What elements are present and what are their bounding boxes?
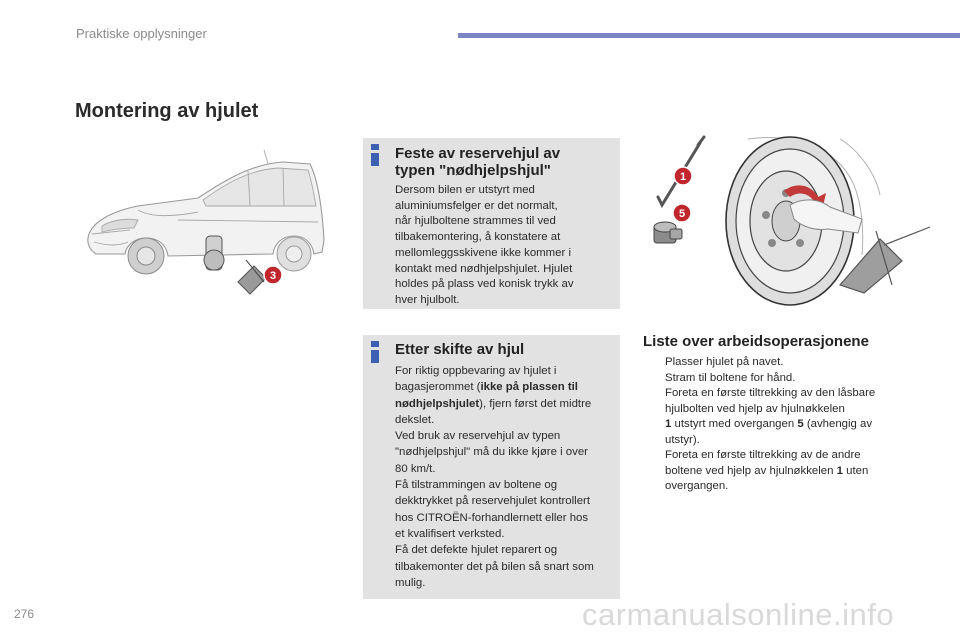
operations-list-title: Liste over arbeidsoperasjonene [643,333,869,350]
list-item: Plasser hjulet på navet. [665,356,784,368]
info-icon [371,341,379,363]
car-illustration [78,150,338,300]
callout-1-label: 1 [679,171,687,183]
info-box-after-wheel-change [363,335,620,599]
bolt-adapter [654,222,682,243]
callout-3 [263,265,283,285]
header-accent-bar [458,33,960,38]
list-item: Foreta en første tiltrekking av den låsbare hjulbolten ved hjelp av hjulnøkkelen 1 utstyrt med overgangen 5 (avhengig av utstyr). [665,387,876,446]
front-wheel [128,238,164,274]
box1-title-line1: Feste av reservehjul av [395,145,561,162]
watermark-text: carmanualsonline.info [582,597,895,632]
page-title: Montering av hjulet [75,100,259,122]
callout-5-label: 5 [678,208,686,220]
box1-text: Dersom bilen er utstyrt med aluminiumsfelger er det normalt, når hjulboltene strammes til ved tilbakemontering, å konstatere at mellomleggsskivene ikke kommer i kontakt med nødhjelpshjulet. Hjulet holdes på plass ved konisk trykk av hver hjulbolt. [395,184,574,306]
info-box-spare-wheel [363,138,620,309]
box2-text: For riktig oppbevaring av hjulet i bagasjerommet (ikke på plassen til nødhjelpshjulet), fjern først det midtre dekslet. Ved bruk av reservehjul av typen "nødhjelpshjul" må du ikke kjøre i over 80 km/t. Få tilstrammingen av boltene og dekktrykket på reservehjulet kontrollert hos CITROËN-forhandlernett eller hos et kvalifisert verksted. Få det defekte hjulet reparert og tilbakemonter det på bilen så snart som mulig. [395,365,594,589]
list-item: Foreta en første tiltrekking av de andre boltene ved hjelp av hjulnøkkelen 1 uten overgangen. [665,449,869,492]
callout-1 [673,166,693,186]
info-icon [371,144,379,166]
callout-5 [672,203,692,223]
callout-3-label: 3 [269,270,277,282]
box2-title: Etter skifte av hjul [395,341,525,358]
operations-list [643,355,898,495]
wheel-illustration [640,135,940,315]
page-number: 276 [14,607,35,621]
box1-title-line2: typen "nødhjelpshjul" [395,162,551,179]
list-item: Stram til boltene for hånd. [665,371,796,384]
header-section-title: Praktiske opplysninger [76,26,207,41]
